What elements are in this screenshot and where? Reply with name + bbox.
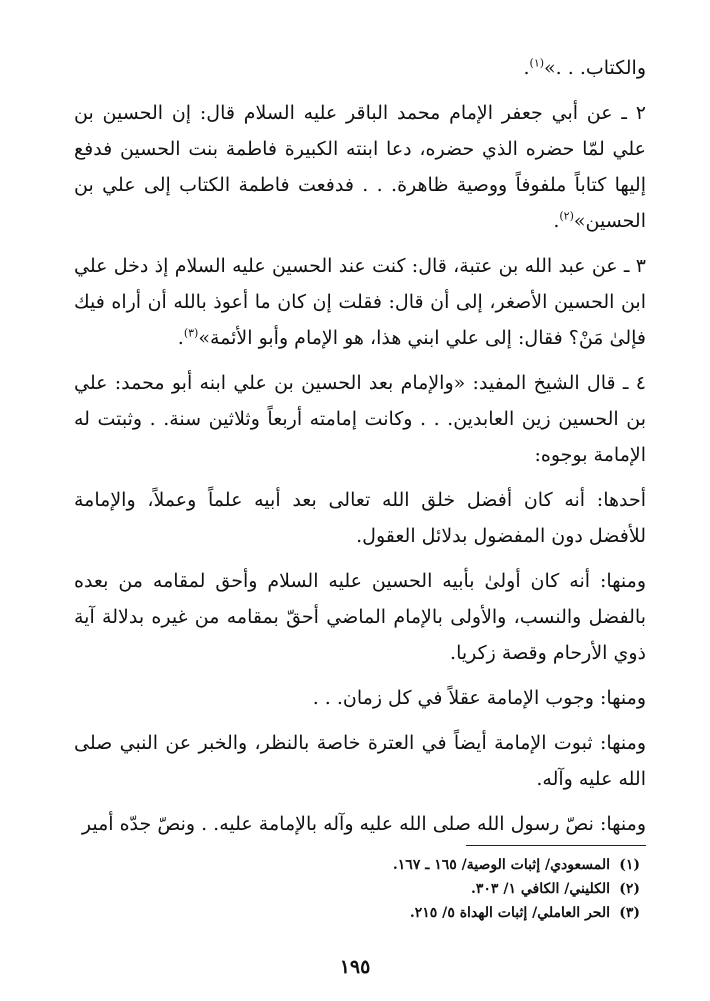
- paragraph-reason-1: [74, 482, 646, 554]
- footnote-2: [74, 877, 640, 901]
- paragraph-reason-2: [74, 563, 646, 671]
- page-number: ١٩٥: [339, 956, 371, 978]
- page-body: [74, 50, 646, 851]
- paragraph-continuation: [74, 50, 646, 86]
- footnote-text: المسعودي/ إثبات الوصية/ ١٦٥ ـ ١٦٧.: [392, 857, 610, 873]
- footnote-text: الحر العاملي/ إثبات الهداة ٥/ ٢١٥.: [409, 905, 610, 921]
- footnote-number: (٢): [619, 881, 640, 897]
- paragraph-reason-5: [74, 806, 646, 842]
- paragraph-reason-3: [74, 680, 646, 716]
- footnote-text: الكليني/ الكافي ١/ ٣٠٣.: [471, 881, 610, 897]
- paragraph-narration-4: [74, 365, 646, 473]
- paragraph-tail: .: [177, 327, 184, 349]
- footnote-ref[interactable]: (١): [529, 56, 545, 70]
- footnote-ref[interactable]: (٢): [559, 209, 574, 223]
- footnotes: [74, 853, 640, 925]
- paragraph-text: ومنها: وجوب الإمامة عقلاً في كل زمان. . .: [312, 687, 646, 709]
- footnote-3: [74, 901, 640, 925]
- paragraph-text: ٣ ـ عن عبد الله بن عتبة، قال: كنت عند الحسين عليه السلام إذ دخل علي ابن الحسين الأصغر، إلى أن قال: فقلت إن كان ما أعوذ بالله أن أراه فيك فإلىٰ مَنْ؟ فقال: إلى علي ابني هذا، هو الإمام وأبو الأئمة»: [74, 255, 646, 349]
- paragraph-reason-4: [74, 725, 646, 797]
- footnote-divider: [466, 845, 646, 846]
- paragraph-text: ٤ ـ قال الشيخ المفيد: «والإمام بعد الحسين بن علي ابنه أبو محمد: علي بن الحسين زين العابدين. . . وكانت إمامته أربعاً وثلاثين سنة. . وثبتت له الإمامة بوجوه:: [74, 372, 646, 466]
- footnote-number: (٣): [619, 905, 640, 921]
- paragraph-text: ومنها: ثبوت الإمامة أيضاً في العترة خاصة بالنظر، والخبر عن النبي صلى الله عليه وآله.: [74, 732, 646, 790]
- footnote-number: (١): [619, 857, 640, 873]
- paragraph-tail: .: [523, 57, 530, 79]
- paragraph-narration-3: [74, 248, 646, 356]
- paragraph-text: ٢ ـ عن أبي جعفر الإمام محمد الباقر عليه السلام قال: إن الحسين بن علي لمّا حضره الذي حضره، دعا ابنته الكبيرة فاطمة بنت الحسين فدفع إليها كتاباً ملفوفاً ووصية ظاهرة. . . فدفعت فاطمة الكتاب إلى علي بن الحسين»: [74, 102, 646, 232]
- footnote-ref[interactable]: (٣): [183, 326, 199, 340]
- paragraph-text: ومنها: نصّ رسول الله صلى الله عليه وآله بالإمامة عليه. . ونصّ جدّه أمير: [81, 813, 646, 835]
- paragraph-text: أحدها: أنه كان أفضل خلق الله تعالى بعد أبيه علماً وعملاً، والإمامة للأفضل دون المفضول بدلائل العقول.: [74, 489, 646, 547]
- paragraph-narration-2: [74, 95, 646, 239]
- paragraph-text: ومنها: أنه كان أولىٰ بأبيه الحسين عليه السلام وأحق لمقامه من بعده بالفضل والنسب، والأولى بالإمام الماضي أحقّ بمقامه من غيره بدلالة آية ذوي الأرحام وقصة زكريا.: [74, 570, 646, 664]
- paragraph-text: والكتاب. . .»: [544, 57, 646, 79]
- footnote-1: [74, 853, 640, 877]
- paragraph-tail: .: [553, 210, 560, 232]
